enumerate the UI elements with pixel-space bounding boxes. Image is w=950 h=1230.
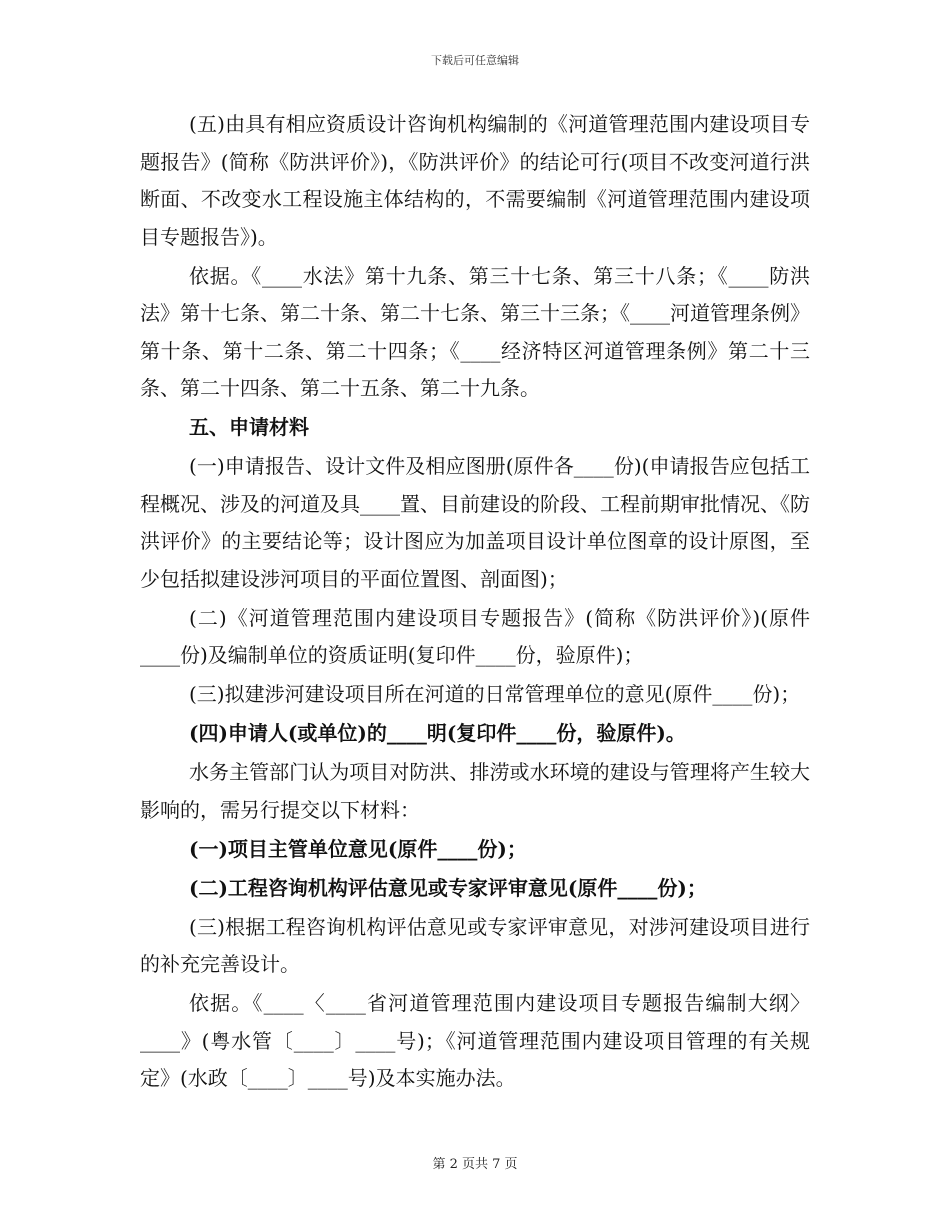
paragraph: (三)拟建涉河建设项目所在河道的日常管理单位的意见(原件____份)； <box>189 682 801 706</box>
document-body <box>140 106 810 1099</box>
paragraph: 五、申请材料 <box>189 415 309 439</box>
paragraph: (四)申请人(或单位)的____明(复印件____份，验原件)。 <box>189 721 686 745</box>
paragraph: (一)申请报告、设计文件及相应图册(原件各____份)(申请报告应包括工程概况、涉及的河道及具____置、目前建设的阶段、工程前期审批情况、《防洪评价》的主要结论等；设计图应为加盖项目设计单位图章的设计原图，至少包括拟建设涉河项目的平面位置图、剖面图)； <box>140 454 810 591</box>
paragraph: 依据。《____水法》第十九条、第三十七条、第三十八条；《____防洪法》第十七条、第二十条、第二十七条、第三十三条；《____河道管理条例》第十条、第十二条、第二十四条；《____经济特区河道管理条例》第二十三条、第二十四条、第二十五条、第二十九条。 <box>140 263 810 400</box>
paragraph: (三)根据工程咨询机构评估意见或专家评审意见，对涉河建设项目进行的补充完善设计。 <box>140 914 810 976</box>
paragraph: (二)《河道管理范围内建设项目专题报告》(简称《防洪评价》)(原件____份)及编制单位的资质证明(复印件____份，验原件)； <box>140 605 810 667</box>
paragraph: 水务主管部门认为项目对防洪、排涝或水环境的建设与管理将产生较大影响的，需另行提交以下材料： <box>140 760 810 822</box>
page-header: 下载后可任意编辑 <box>431 54 519 67</box>
paragraph: (五)由具有相应资质设计咨询机构编制的《河道管理范围内建设项目专题报告》(简称《防洪评价》)，《防洪评价》的结论可行(项目不改变河道行洪断面、不改变水工程设施主体结构的，不需要编制《河道管理范围内建设项目专题报告》)。 <box>140 112 810 249</box>
paragraph: (一)项目主管单位意见(原件____份)； <box>189 836 527 861</box>
paragraph: 依据。《____〈____省河道管理范围内建设项目专题报告编制大纲〉____》(粤水管〔____〕____号)；《河道管理范围内建设项目管理的有关规定》(水政〔____〕____号)及本实施办法。 <box>140 991 810 1090</box>
paragraph: (二)工程咨询机构评估意见或专家评审意见(原件____份)； <box>189 875 707 900</box>
page-footer: 第 2 页共 7 页 <box>432 1157 518 1172</box>
